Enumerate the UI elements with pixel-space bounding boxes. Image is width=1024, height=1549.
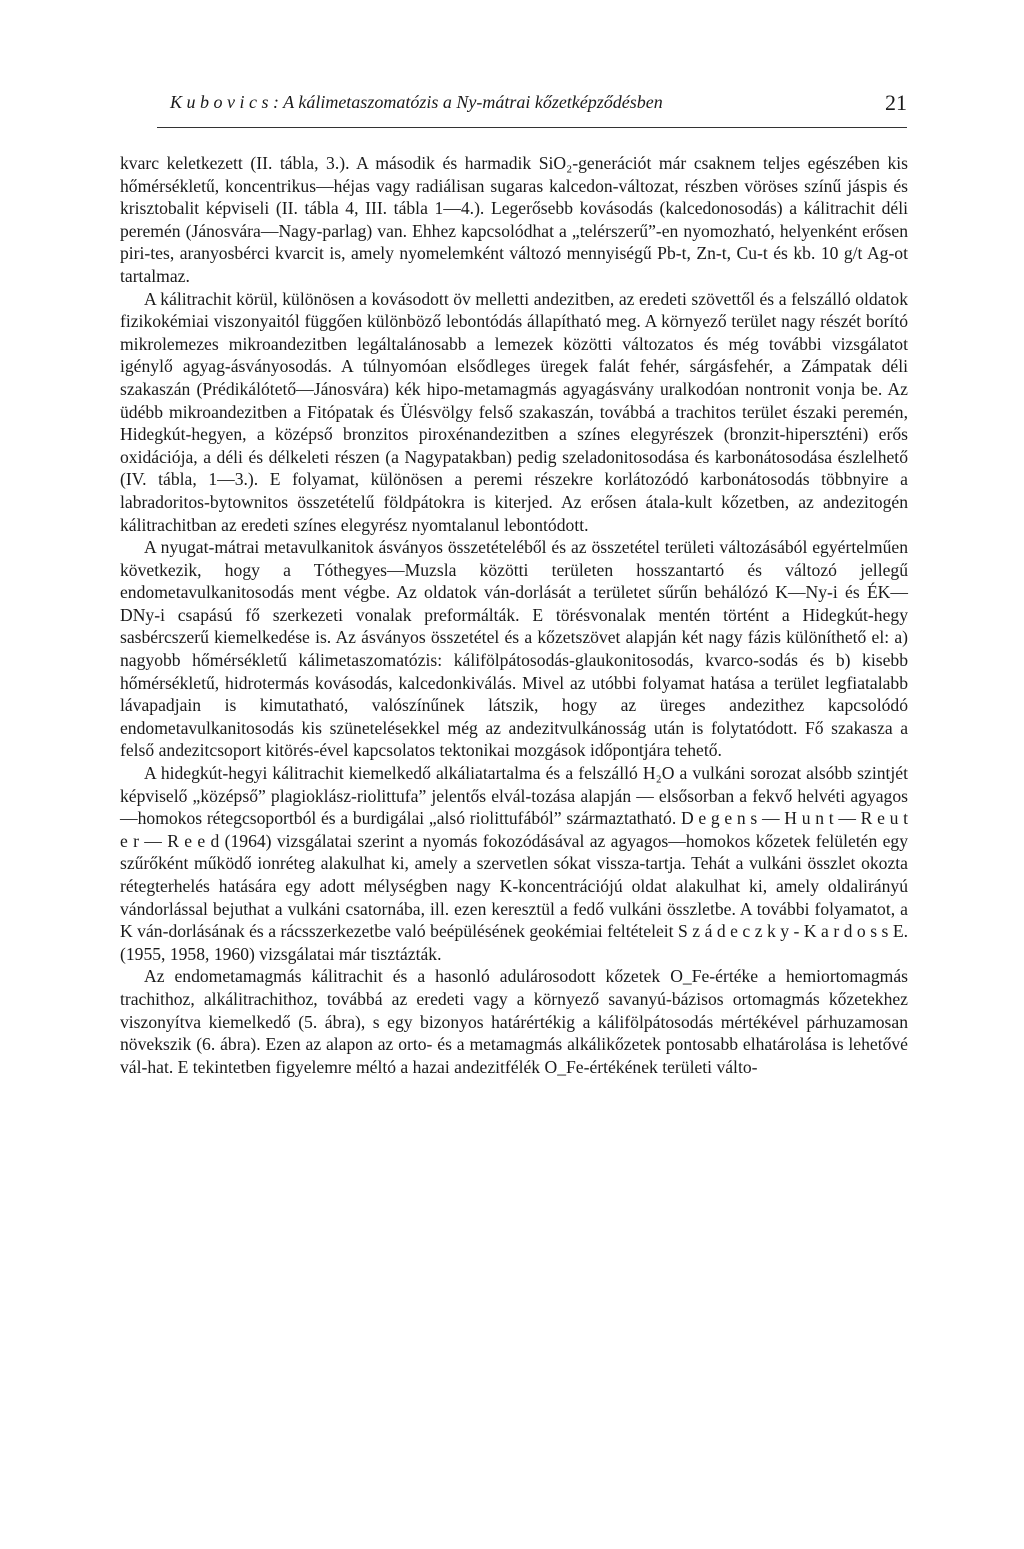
paragraph-2: A kálitrachit körül, különösen a kovásodott öv melletti andezitben, az eredeti szövettől és a felszálló oldatok fizikokémiai viszonyaitól függően különböző lebontódás állapítható meg. A környező terület nagy részét borító mikrolemezes mikroandezitben legáltalánosabb a lemezek közötti változatos és még további vizsgálatot igénylő agyag-ásványosodás. A túlnyomóan elsődleges üregek falát fehér, sárgásfehér, a Zámpatak déli szakaszán (Prédikálótető—Jánosvára) kék hipo-metamagmás agyagásvány uralkodóan nontronit vonja be. Az üdébb mikroandezitben a Fitópatak és Ülésvölgy felső szakaszán, továbbá a trachitos terület északi peremén, Hidegkút-hegyen, a középső bronzitos piroxénandezitben a színes elegyrészek (bronzit-hiperszténi) erős oxidációja, a déli és délkeleti részen (a Nagypatakban) pedig szeladonitosodása és karbonátosodása észlelhető (IV. tábla, 1—3.). E folyamat, különösen a peremi részekre korlátozódó karbonátosodás többnyire a labradoritos-bytownitos összetételű földpátokra is kiterjed. Az erősen átala-kult kőzetben, az andezitogén kálitrachitban az eredeti színes elegyrész nyomtalanul lebontódott.	[120, 288, 908, 535]
body-text	[120, 152, 908, 1078]
paragraph-5: Az endometamagmás kálitrachit és a hasonló adulárosodott kőzetek O_Fe-értéke a hemiortomagmás trachithoz, alkálitrachithoz, továbbá az eredeti vagy a környező savanyú-bázisos ortomagmás kőzetekhez viszonyítva kiemelkedő (5. ábra), s egy bizonyos határértékig a kálifölpátosodás mértékével párhuzamosan növekszik (6. ábra). Ezen az alapon az orto- és a metamagmás alkálikőzetek pontosabb elhatárolása is lehetővé vál-hat. E tekintetben figyelemre méltó a hazai andezitfélék O_Fe-értékének területi válto-	[120, 966, 908, 1077]
paragraph-3: A nyugat-mátrai metavulkanitok ásványos összetételéből és az összetétel területi változásából egyértelműen következik, hogy a Tóthegyes—Muzsla közötti területen hosszantartó és változó jellegű endometavulkanitosodás ment végbe. Az oldatok ván-dorlását a területet sűrűn behálózó K—Ny-i és ÉK—DNy-i csapású fő szerkezeti vonalak preformálták. E törésvonalak mentén történt a Hidegkút-hegy sasbércszerű kiemelkedése is. Az ásványos összetétel és a kőzetszövet alapján két nagy fázis különíthető el: a) nagyobb hőmérsékletű kálimetaszomatózis: kálifölpátosodás-glaukonitosodás, kvarco-sodás és b) kisebb hőmérsékletű, hidrotermás kovásodás, kalcedonkiválás. Mivel az utóbbi folyamat hatása a terület legfiatalabb lávapadjain is kimutatható, valószínűnek látszik, hogy az üreges andezithez kapcsolódó endometavulkanitosodás kis szünetelésekkel még az andezitvulkánosság után is folytatódott. Fő szakasza a felső andezitcsoport kitörés-ével kapcsolatos tektonikai mozgások időpontjára tehető.	[120, 537, 908, 761]
paragraph-4: A hidegkút-hegyi kálitrachit kiemelkedő alkáliatartalma és a felszálló H₂O a vulkáni sorozat alsóbb szintjét képviselő „középső” plagioklász-riolittufa” jelentős elvál-tozása alapján — elsősorban a fekvő helvéti agyagos—homokos rétegcsoportból és a burdigálai „alsó riolittufából” származtatható. D e g e n s — H u n t — R e u t e r — R e e d (1964) vizsgálatai szerint a nyomás fokozódásával az agyagos—homokos kőzetek felületén egy szűrőként működő ionréteg alakulhat ki, amely a szervetlen sókat vissza-tartja. Tehát a vulkáni összlet okozta rétegterhelés hatására egy adott mélységben nagy K-koncentrációjú oldat alakulhat ki, amely oldalirányú vándorlással bejuthat a vulkáni csatornába, ill. ezen keresztül a fedő vulkáni összletbe. A további folyamatot, a K ván-dorlásának és a rácsszerkezetbe való beépülésének geokémiai feltételeit S z á d e c z k y - K a r d o s s E. (1955, 1958, 1960) vizsgálatai már tisztázták.	[120, 763, 908, 964]
page-number: 21	[885, 90, 907, 115]
running-head: K u b o v i c s : A kálimetaszomatózis a Ny-mátrai kőzetképződésben	[170, 92, 663, 112]
paragraph-1: kvarc keletkezett (II. tábla, 3.). A második és harmadik SiO₂-generációt már csaknem teljes egészében kis hőmérsékletű, koncentrikus—héjas vagy radiálisan sugaras kalcedon-változat, részben vöröses színű jáspis és krisztobalit képviseli (II. tábla 4, III. tábla 1—4.). Legerősebb kovásodás (kalcedonosodás) a kálitrachit déli peremén (Jánosvára—Nagy-parlag) van. Ehhez kapcsolódhat a „telérszerű”-en nyomozható, helyenként erősen piri-tes, aranyosbérci kvarcit is, amely nyomelemként változó mennyiségű Pb-t, Zn-t, Cu-t és kb. 10 g/t Ag-ot tartalmaz.	[120, 153, 908, 286]
page-header	[157, 92, 907, 122]
header-rule	[157, 127, 907, 128]
